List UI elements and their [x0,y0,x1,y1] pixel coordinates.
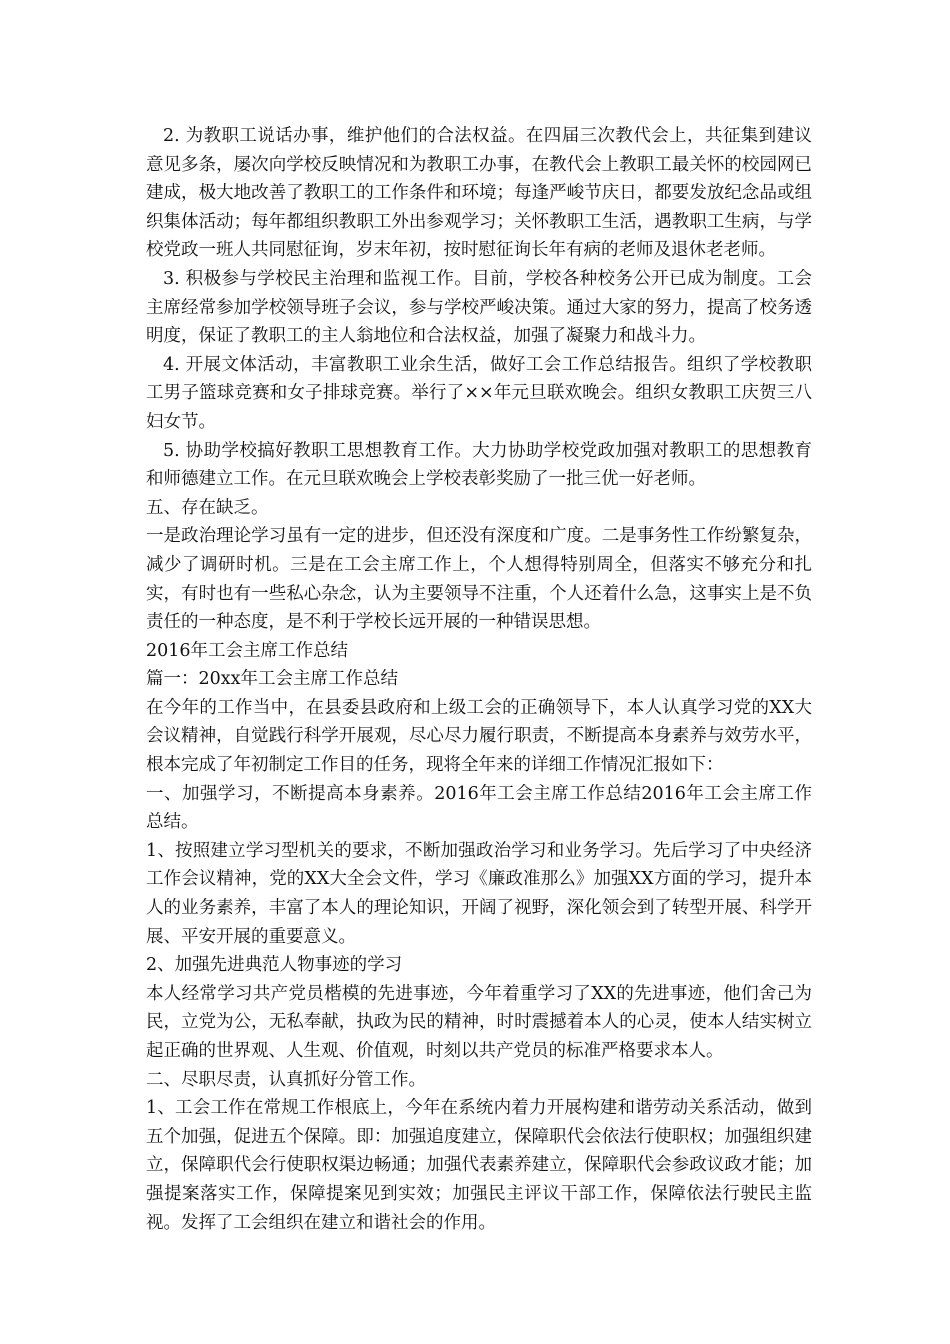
subheading-study-2: 2、加强先进典范人物事迹的学习 [146,955,403,976]
document-body [146,122,812,1237]
article-title: 篇一：20xx年工会主席工作总结 [146,669,399,690]
document-title: 2016年工会主席工作总结 [146,640,349,661]
paragraph-3: 4. 开展文体活动，丰富教职工业余生活，做好工会工作总结报告。组织了学校教职工男子篮球竞赛和女子排球竞赛。举行了××年元旦联欢晚会。组织女教职工庆贺三八妇女节。 [146,354,812,432]
paragraph-duties-1: 1、工会工作在常规工作根底上，今年在系统内着力开展构建和谐劳动关系活动，做到五个加强，促进五个保障。即：加强追度建立，保障职代会依法行使职权；加强组织建立，保障职代会行使职权渠边畅通；加强代表素养建立，保障职代会参政议政才能；加强提案落实工作，保障提案见到实效；加强民主评议干部工作，保障依法行驶民主监视。发挥了工会组织在建立和谐社会的作用。 [146,1098,812,1233]
section-heading-shortcomings: 五、存在缺乏。 [146,497,269,518]
section-heading-duties: 二、尽职尽责，认真抓好分管工作。 [146,1069,426,1090]
paragraph-shortcomings: 一是政治理论学习虽有一定的进步，但还没有深度和广度。二是事务性工作纷繁复杂，减少了调研时机。三是在工会主席工作上，个人想得特别周全，但落实不够充分和扎实，有时也有一些私心杂念，认为主要领导不注重，个人还着什么急，这事实上是不负责任的一种态度，是不利于学校长远开展的一种错误思想。 [146,526,812,633]
paragraph-intro: 在今年的工作当中，在县委县政府和上级工会的正确领导下，本人认真学习党的XX大会议精神，自觉践行科学开展观，尽心尽力履行职责，不断提高本身素养与效劳水平，根本完成了年初制定工作目的任务，现将全年来的详细工作情况汇报如下： [146,697,812,776]
paragraph-1: 2. 为教职工说话办事，维护他们的合法权益。在四届三次教代会上，共征集到建议意见多条，屡次向学校反映情况和为教职工办事，在教代会上教职工最关怀的校园网已建成，极大地改善了教职工的工作条件和环境；每逢严峻节庆日，都要发放纪念品或组织集体活动；每年都组织教职工外出参观学习；关怀教职工生活，遇教职工生病，与学校党政一班人共同慰征询，岁末年初，按时慰征询长年有病的老师及退休老老师。 [146,126,812,261]
paragraph-4: 5. 协助学校搞好教职工思想教育工作。大力协助学校党政加强对教职工的思想教育和师德建立工作。在元旦联欢晚会上学校表彰奖励了一批三优一好老师。 [146,440,812,490]
paragraph-2: 3. 积极参与学校民主治理和监视工作。目前，学校各种校务公开已成为制度。工会主席经常参加学校领导班子会议，参与学校严峻决策。通过大家的努力，提高了校务透明度，保证了教职工的主人翁地位和合法权益，加强了凝聚力和战斗力。 [146,268,812,347]
section-heading-study: 一、加强学习，不断提高本身素养。2016年工会主席工作总结2016年工会主席工作总结。 [146,783,812,833]
paragraph-study-1: 1、按照建立学习型机关的要求，不断加强政治学习和业务学习。先后学习了中央经济工作会议精神，党的XX大全会文件，学习《廉政准那么》加强XX方面的学习，提升本人的业务素养，丰富了本人的理论知识，开阔了视野，深化领会到了转型开展、科学开展、平安开展的重要意义。 [146,840,812,947]
paragraph-study-2: 本人经常学习共产党员楷模的先进事迹，今年着重学习了XX的先进事迹，他们舍己为民，立党为公，无私奉献，执政为民的精神，时时震撼着本人的心灵，使本人结实树立起正确的世界观、人生观、价值观，时刻以共产党员的标准严格要求本人。 [146,983,812,1061]
